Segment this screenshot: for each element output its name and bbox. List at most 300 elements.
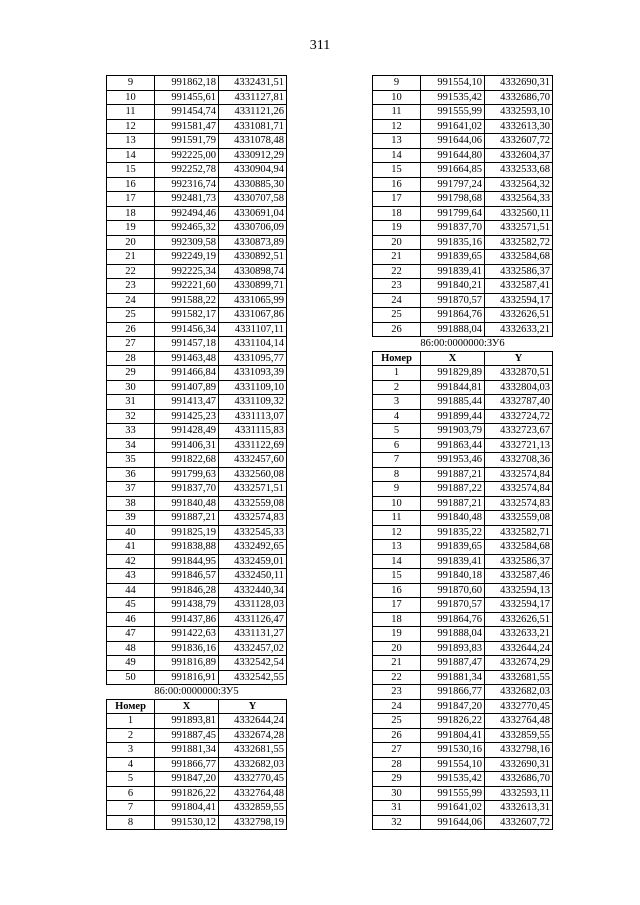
table-row — [107, 714, 287, 729]
point-number-cell: 15 — [373, 163, 421, 178]
table-row — [373, 134, 553, 149]
y-coordinate-cell: 4332457,60 — [219, 453, 287, 468]
table-row — [107, 163, 287, 178]
header-y-cell: Y — [219, 699, 287, 714]
point-number-cell: 21 — [373, 656, 421, 671]
table-row — [107, 554, 287, 569]
x-coordinate-cell: 991797,24 — [421, 177, 485, 192]
x-coordinate-cell: 991425,23 — [155, 409, 219, 424]
x-coordinate-cell: 991885,44 — [421, 395, 485, 410]
point-number-cell: 31 — [107, 395, 155, 410]
table-row — [107, 772, 287, 787]
table-row — [373, 641, 553, 656]
y-coordinate-cell: 4332798,19 — [219, 815, 287, 830]
point-number-cell: 47 — [107, 627, 155, 642]
table-row — [373, 395, 553, 410]
x-coordinate-cell: 991864,76 — [421, 308, 485, 323]
point-number-cell: 27 — [107, 337, 155, 352]
table-row — [373, 148, 553, 163]
point-number-cell: 45 — [107, 598, 155, 613]
y-coordinate-cell: 4330873,89 — [219, 235, 287, 250]
point-number-cell: 3 — [373, 395, 421, 410]
point-number-cell: 23 — [373, 685, 421, 700]
y-coordinate-cell: 4332431,51 — [219, 76, 287, 91]
table-header-row — [107, 699, 287, 714]
x-coordinate-cell: 991887,45 — [155, 728, 219, 743]
point-number-cell: 32 — [373, 815, 421, 830]
point-number-cell: 9 — [373, 76, 421, 91]
y-coordinate-cell: 4331078,48 — [219, 134, 287, 149]
point-number-cell: 30 — [373, 786, 421, 801]
table-row — [373, 279, 553, 294]
y-coordinate-cell: 4332690,31 — [485, 757, 553, 772]
y-coordinate-cell: 4332682,03 — [219, 757, 287, 772]
x-coordinate-cell: 991826,22 — [155, 786, 219, 801]
table-row — [373, 90, 553, 105]
point-number-cell: 18 — [107, 206, 155, 221]
y-coordinate-cell: 4332681,55 — [219, 743, 287, 758]
y-coordinate-cell: 4332724,72 — [485, 409, 553, 424]
table-row — [107, 351, 287, 366]
x-coordinate-cell: 992316,74 — [155, 177, 219, 192]
point-number-cell: 21 — [107, 250, 155, 265]
y-coordinate-cell: 4332613,31 — [485, 801, 553, 816]
y-coordinate-cell: 4331065,99 — [219, 293, 287, 308]
point-number-cell: 25 — [373, 714, 421, 729]
y-coordinate-cell: 4330898,74 — [219, 264, 287, 279]
y-coordinate-cell: 4332690,31 — [485, 76, 553, 91]
table-row — [373, 569, 553, 584]
point-number-cell: 44 — [107, 583, 155, 598]
y-coordinate-cell: 4331128,03 — [219, 598, 287, 613]
y-coordinate-cell: 4332644,24 — [219, 714, 287, 729]
y-coordinate-cell: 4332564,33 — [485, 192, 553, 207]
y-coordinate-cell: 4332584,68 — [485, 250, 553, 265]
y-coordinate-cell: 4332459,01 — [219, 554, 287, 569]
point-number-cell: 29 — [373, 772, 421, 787]
x-coordinate-cell: 991887,21 — [421, 467, 485, 482]
y-coordinate-cell: 4331127,81 — [219, 90, 287, 105]
table-row — [107, 264, 287, 279]
point-number-cell: 9 — [107, 76, 155, 91]
y-coordinate-cell: 4330885,30 — [219, 177, 287, 192]
point-number-cell: 30 — [107, 380, 155, 395]
y-coordinate-cell: 4332613,30 — [485, 119, 553, 134]
y-coordinate-cell: 4330912,29 — [219, 148, 287, 163]
point-number-cell: 32 — [107, 409, 155, 424]
table-row — [373, 511, 553, 526]
table-row — [107, 786, 287, 801]
point-number-cell: 24 — [373, 293, 421, 308]
header-y-cell: Y — [485, 351, 553, 366]
point-number-cell: 20 — [373, 641, 421, 656]
table-row — [373, 380, 553, 395]
x-coordinate-cell: 991454,74 — [155, 105, 219, 120]
table-row — [373, 177, 553, 192]
y-coordinate-cell: 4332721,13 — [485, 438, 553, 453]
point-number-cell: 10 — [373, 90, 421, 105]
x-coordinate-cell: 991406,31 — [155, 438, 219, 453]
x-coordinate-cell: 991870,57 — [421, 293, 485, 308]
point-number-cell: 13 — [373, 540, 421, 555]
y-coordinate-cell: 4332686,70 — [485, 90, 553, 105]
point-number-cell: 9 — [373, 482, 421, 497]
point-number-cell: 17 — [373, 192, 421, 207]
point-number-cell: 11 — [107, 105, 155, 120]
section-title-row — [107, 685, 287, 700]
point-number-cell: 16 — [107, 177, 155, 192]
table-row — [373, 308, 553, 323]
point-number-cell: 38 — [107, 496, 155, 511]
x-coordinate-cell: 992225,00 — [155, 148, 219, 163]
y-coordinate-cell: 4332559,08 — [485, 511, 553, 526]
x-coordinate-cell: 991829,89 — [421, 366, 485, 381]
point-number-cell: 26 — [107, 322, 155, 337]
table-row — [107, 105, 287, 120]
y-coordinate-cell: 4332644,24 — [485, 641, 553, 656]
point-number-cell: 26 — [373, 728, 421, 743]
point-number-cell: 49 — [107, 656, 155, 671]
point-number-cell: 19 — [107, 221, 155, 236]
x-coordinate-cell: 991428,49 — [155, 424, 219, 439]
x-coordinate-cell: 991798,68 — [421, 192, 485, 207]
table-row — [107, 206, 287, 221]
table-row — [373, 728, 553, 743]
point-number-cell: 14 — [373, 554, 421, 569]
x-coordinate-cell: 991413,47 — [155, 395, 219, 410]
point-number-cell: 18 — [373, 206, 421, 221]
y-coordinate-cell: 4332798,16 — [485, 743, 553, 758]
y-coordinate-cell: 4330707,58 — [219, 192, 287, 207]
x-coordinate-cell: 992221,60 — [155, 279, 219, 294]
point-number-cell: 10 — [107, 90, 155, 105]
table-row — [373, 743, 553, 758]
table-row — [373, 627, 553, 642]
point-number-cell: 46 — [107, 612, 155, 627]
table-row — [107, 177, 287, 192]
point-number-cell: 22 — [373, 670, 421, 685]
x-coordinate-cell: 991837,70 — [421, 221, 485, 236]
x-coordinate-cell: 991903,79 — [421, 424, 485, 439]
point-number-cell: 2 — [373, 380, 421, 395]
y-coordinate-cell: 4331109,10 — [219, 380, 287, 395]
table-row — [107, 279, 287, 294]
y-coordinate-cell: 4331067,86 — [219, 308, 287, 323]
table-row — [373, 250, 553, 265]
point-number-cell: 43 — [107, 569, 155, 584]
x-coordinate-cell: 991835,16 — [421, 235, 485, 250]
table-row — [373, 293, 553, 308]
y-coordinate-cell: 4332594,17 — [485, 598, 553, 613]
table-row — [373, 554, 553, 569]
y-coordinate-cell: 4332607,72 — [485, 134, 553, 149]
point-number-cell: 33 — [107, 424, 155, 439]
x-coordinate-cell: 991535,42 — [421, 772, 485, 787]
point-number-cell: 7 — [373, 453, 421, 468]
y-coordinate-cell: 4332764,48 — [485, 714, 553, 729]
point-number-cell: 2 — [107, 728, 155, 743]
x-coordinate-cell: 991846,28 — [155, 583, 219, 598]
table-row — [107, 148, 287, 163]
table-row — [107, 76, 287, 91]
page-number: 311 — [309, 38, 331, 53]
y-coordinate-cell: 4332626,51 — [485, 308, 553, 323]
x-coordinate-cell: 991887,21 — [155, 511, 219, 526]
table-row — [107, 511, 287, 526]
x-coordinate-cell: 991554,10 — [421, 757, 485, 772]
table-row — [107, 612, 287, 627]
x-coordinate-cell: 991840,18 — [421, 569, 485, 584]
section-title: 86:00:0000000:ЗУ5 — [154, 686, 239, 697]
y-coordinate-cell: 4332674,29 — [485, 656, 553, 671]
x-coordinate-cell: 991844,81 — [421, 380, 485, 395]
table-row — [107, 322, 287, 337]
point-number-cell: 20 — [107, 235, 155, 250]
table-row — [373, 772, 553, 787]
point-number-cell: 35 — [107, 453, 155, 468]
table-row — [107, 192, 287, 207]
table-row — [107, 641, 287, 656]
y-coordinate-cell: 4332764,48 — [219, 786, 287, 801]
table-row — [107, 482, 287, 497]
table-row — [373, 540, 553, 555]
x-coordinate-cell: 991804,41 — [155, 801, 219, 816]
x-coordinate-cell: 991816,91 — [155, 670, 219, 685]
x-coordinate-cell: 992309,58 — [155, 235, 219, 250]
y-coordinate-cell: 4331095,77 — [219, 351, 287, 366]
point-number-cell: 6 — [373, 438, 421, 453]
table-row — [373, 438, 553, 453]
x-coordinate-cell: 991881,34 — [421, 670, 485, 685]
table-row — [373, 482, 553, 497]
x-coordinate-cell: 991887,21 — [421, 496, 485, 511]
table-row — [107, 293, 287, 308]
y-coordinate-cell: 4331126,47 — [219, 612, 287, 627]
x-coordinate-cell: 991457,18 — [155, 337, 219, 352]
table-row — [107, 670, 287, 685]
point-number-cell: 16 — [373, 177, 421, 192]
x-coordinate-cell: 991554,10 — [421, 76, 485, 91]
x-coordinate-cell: 991887,22 — [421, 482, 485, 497]
x-coordinate-cell: 991825,19 — [155, 525, 219, 540]
point-number-cell: 6 — [107, 786, 155, 801]
x-coordinate-cell: 992494,46 — [155, 206, 219, 221]
x-coordinate-cell: 991839,65 — [421, 250, 485, 265]
y-coordinate-cell: 4332607,72 — [485, 815, 553, 830]
x-coordinate-cell: 991836,16 — [155, 641, 219, 656]
table-row — [107, 815, 287, 830]
point-number-cell: 23 — [107, 279, 155, 294]
table-row — [107, 337, 287, 352]
x-coordinate-cell: 992249,19 — [155, 250, 219, 265]
point-number-cell: 8 — [373, 467, 421, 482]
point-number-cell: 41 — [107, 540, 155, 555]
x-coordinate-cell: 991422,63 — [155, 627, 219, 642]
y-coordinate-cell: 4332542,55 — [219, 670, 287, 685]
point-number-cell: 15 — [107, 163, 155, 178]
x-coordinate-cell: 991862,18 — [155, 76, 219, 91]
table-row — [107, 134, 287, 149]
point-number-cell: 20 — [373, 235, 421, 250]
table-row — [373, 757, 553, 772]
table-row — [107, 453, 287, 468]
table-row — [107, 728, 287, 743]
x-coordinate-cell: 991582,17 — [155, 308, 219, 323]
x-coordinate-cell: 991822,68 — [155, 453, 219, 468]
x-coordinate-cell: 991407,89 — [155, 380, 219, 395]
table-row — [373, 453, 553, 468]
x-coordinate-cell: 991893,83 — [421, 641, 485, 656]
x-coordinate-cell: 991840,21 — [421, 279, 485, 294]
y-coordinate-cell: 4332593,10 — [485, 105, 553, 120]
point-number-cell: 5 — [373, 424, 421, 439]
y-coordinate-cell: 4332574,83 — [485, 496, 553, 511]
point-number-cell: 11 — [373, 105, 421, 120]
x-coordinate-cell: 991588,22 — [155, 293, 219, 308]
x-coordinate-cell: 991581,47 — [155, 119, 219, 134]
table-row — [373, 786, 553, 801]
header-n-cell: Номер — [107, 699, 155, 714]
table-row — [373, 105, 553, 120]
y-coordinate-cell: 4332593,11 — [485, 786, 553, 801]
point-number-cell: 22 — [107, 264, 155, 279]
y-coordinate-cell: 4332587,41 — [485, 279, 553, 294]
y-coordinate-cell: 4332723,67 — [485, 424, 553, 439]
x-coordinate-cell: 991953,46 — [421, 453, 485, 468]
y-coordinate-cell: 4332633,21 — [485, 627, 553, 642]
header-x-cell: X — [155, 699, 219, 714]
table-row — [373, 583, 553, 598]
table-row — [373, 163, 553, 178]
point-number-cell: 42 — [107, 554, 155, 569]
point-number-cell: 21 — [373, 250, 421, 265]
coordinates-table-left — [106, 75, 287, 830]
y-coordinate-cell: 4332492,65 — [219, 540, 287, 555]
y-coordinate-cell: 4330691,04 — [219, 206, 287, 221]
x-coordinate-cell: 991847,20 — [421, 699, 485, 714]
y-coordinate-cell: 4331131,27 — [219, 627, 287, 642]
point-number-cell: 27 — [373, 743, 421, 758]
x-coordinate-cell: 991839,65 — [421, 540, 485, 555]
table-row — [373, 612, 553, 627]
y-coordinate-cell: 4332571,51 — [485, 221, 553, 236]
x-coordinate-cell: 991870,60 — [421, 583, 485, 598]
y-coordinate-cell: 4332787,40 — [485, 395, 553, 410]
y-coordinate-cell: 4332594,17 — [485, 293, 553, 308]
y-coordinate-cell: 4332859,55 — [219, 801, 287, 816]
table-row — [373, 192, 553, 207]
x-coordinate-cell: 991530,12 — [155, 815, 219, 830]
x-coordinate-cell: 991835,22 — [421, 525, 485, 540]
point-number-cell: 17 — [373, 598, 421, 613]
table-row — [373, 467, 553, 482]
y-coordinate-cell: 4332574,84 — [485, 467, 553, 482]
point-number-cell: 19 — [373, 627, 421, 642]
x-coordinate-cell: 991839,41 — [421, 554, 485, 569]
table-row — [107, 395, 287, 410]
table-row — [373, 322, 553, 337]
x-coordinate-cell: 991664,85 — [421, 163, 485, 178]
table-row — [373, 221, 553, 236]
y-coordinate-cell: 4332440,34 — [219, 583, 287, 598]
table-row — [373, 656, 553, 671]
table-row — [107, 525, 287, 540]
table-row — [107, 496, 287, 511]
x-coordinate-cell: 991881,34 — [155, 743, 219, 758]
point-number-cell: 13 — [373, 134, 421, 149]
table-row — [107, 757, 287, 772]
y-coordinate-cell: 4331109,32 — [219, 395, 287, 410]
y-coordinate-cell: 4332708,36 — [485, 453, 553, 468]
y-coordinate-cell: 4332804,03 — [485, 380, 553, 395]
y-coordinate-cell: 4330892,51 — [219, 250, 287, 265]
point-number-cell: 14 — [107, 148, 155, 163]
y-coordinate-cell: 4331121,26 — [219, 105, 287, 120]
x-coordinate-cell: 992481,73 — [155, 192, 219, 207]
table-row — [107, 627, 287, 642]
x-coordinate-cell: 991799,63 — [155, 467, 219, 482]
y-coordinate-cell: 4332582,71 — [485, 525, 553, 540]
x-coordinate-cell: 992465,32 — [155, 221, 219, 236]
header-n-cell: Номер — [373, 351, 421, 366]
y-coordinate-cell: 4332586,37 — [485, 264, 553, 279]
point-number-cell: 50 — [107, 670, 155, 685]
table-row — [373, 496, 553, 511]
y-coordinate-cell: 4332682,03 — [485, 685, 553, 700]
point-number-cell: 25 — [107, 308, 155, 323]
y-coordinate-cell: 4332560,11 — [485, 206, 553, 221]
point-number-cell: 36 — [107, 467, 155, 482]
x-coordinate-cell: 991840,48 — [155, 496, 219, 511]
point-number-cell: 34 — [107, 438, 155, 453]
y-coordinate-cell: 4332574,83 — [219, 511, 287, 526]
y-coordinate-cell: 4332686,70 — [485, 772, 553, 787]
x-coordinate-cell: 991591,79 — [155, 134, 219, 149]
point-number-cell: 22 — [373, 264, 421, 279]
x-coordinate-cell: 991455,61 — [155, 90, 219, 105]
table-row — [373, 670, 553, 685]
x-coordinate-cell: 991644,06 — [421, 134, 485, 149]
x-coordinate-cell: 991893,81 — [155, 714, 219, 729]
x-coordinate-cell: 991837,70 — [155, 482, 219, 497]
y-coordinate-cell: 4330706,09 — [219, 221, 287, 236]
point-number-cell: 14 — [373, 148, 421, 163]
x-coordinate-cell: 991804,41 — [421, 728, 485, 743]
point-number-cell: 24 — [107, 293, 155, 308]
table-row — [107, 438, 287, 453]
point-number-cell: 18 — [373, 612, 421, 627]
y-coordinate-cell: 4332770,45 — [219, 772, 287, 787]
table-row — [107, 308, 287, 323]
table-row — [107, 409, 287, 424]
x-coordinate-cell: 991864,76 — [421, 612, 485, 627]
x-coordinate-cell: 991826,22 — [421, 714, 485, 729]
point-number-cell: 15 — [373, 569, 421, 584]
y-coordinate-cell: 4332545,33 — [219, 525, 287, 540]
table-row — [107, 467, 287, 482]
table-row — [373, 801, 553, 816]
y-coordinate-cell: 4331081,71 — [219, 119, 287, 134]
table-row — [373, 264, 553, 279]
table-row — [107, 366, 287, 381]
table-row — [107, 380, 287, 395]
table-row — [107, 743, 287, 758]
x-coordinate-cell: 991888,04 — [421, 627, 485, 642]
point-number-cell: 5 — [107, 772, 155, 787]
x-coordinate-cell: 991535,42 — [421, 90, 485, 105]
point-number-cell: 29 — [107, 366, 155, 381]
y-coordinate-cell: 4330899,71 — [219, 279, 287, 294]
